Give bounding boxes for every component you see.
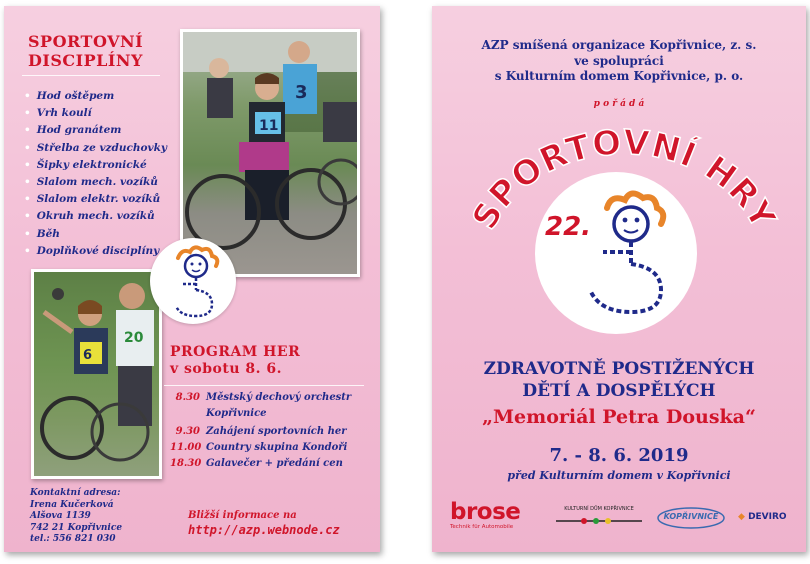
disciplines-title-line1: SPORTOVNÍ xyxy=(28,32,144,51)
contact-city: 742 21 Kopřivnice xyxy=(30,522,123,533)
brose-wordmark: brose xyxy=(450,499,521,525)
arched-title-path: SPORTOVNÍ HRY xyxy=(464,122,784,237)
info-label: Bližší informace na xyxy=(188,510,297,521)
contact-label: Kontaktní adresa: xyxy=(30,488,121,498)
brose-tagline: Technik für Automobile xyxy=(450,524,514,530)
organizer-line2: ve spolupráci xyxy=(574,53,664,68)
edition-number: 22. xyxy=(545,212,592,242)
arched-title-text xyxy=(465,123,784,237)
list-item: • Doplňkové disciplíny xyxy=(24,243,167,260)
event-venue: před Kulturním domem v Kopřivnici xyxy=(507,469,731,482)
list-item: • Hod granátem xyxy=(24,122,167,139)
list-item: • Hod oštěpem xyxy=(24,88,167,105)
schedule-row xyxy=(170,424,380,440)
schedule-event: Galavečer + předání cen xyxy=(206,458,343,469)
svg-text:20: 20 xyxy=(124,330,144,346)
info-url[interactable]: http://azp.webnode.cz xyxy=(188,523,340,537)
list-item: • Vrh koulí xyxy=(24,105,167,122)
schedule-event: Městský dechový orchestr Kopřivnice xyxy=(206,392,352,419)
left-flyer-panel xyxy=(4,6,380,552)
list-item: • Střelba ze vzduchovky xyxy=(24,140,167,157)
schedule-row xyxy=(170,440,380,456)
list-item: • Běh xyxy=(24,226,167,243)
contact-street: Alšova 1139 xyxy=(30,511,91,521)
program-date: v sobotu 8. 6. xyxy=(170,361,282,377)
event-dates: 7. - 8. 6. 2019 xyxy=(549,445,689,466)
mascot-icon xyxy=(150,238,236,324)
program-title-block xyxy=(170,344,300,378)
koprivnice-wordmark: KOPŘIVNICE xyxy=(663,512,719,521)
disciplines-list xyxy=(24,88,167,260)
schedule-time: 11.00 xyxy=(170,442,202,453)
disciplines-title xyxy=(28,32,143,70)
subtitle-line1: ZDRAVOTNĚ POSTIŽENÝCH xyxy=(483,359,755,379)
sponsor-kd-logo xyxy=(550,506,648,531)
info-block xyxy=(188,509,340,538)
schedule-event: Zahájení sportovních her xyxy=(206,426,347,437)
list-item: • Okruh mech. vozíků xyxy=(24,208,167,225)
mascot-badge xyxy=(150,238,236,324)
schedule-row xyxy=(170,390,380,422)
svg-text:3: 3 xyxy=(295,82,308,103)
schedule-event: Country skupina Kondoři xyxy=(206,442,348,453)
schedule-time: 18.30 xyxy=(170,458,202,469)
schedule-row xyxy=(170,456,380,472)
schedule-time: 8.30 xyxy=(175,392,200,403)
shot-put-photo xyxy=(31,269,162,479)
arched-title xyxy=(432,116,806,316)
schedule-time: 9.30 xyxy=(175,426,200,437)
right-flyer-panel xyxy=(432,6,806,552)
organizer-block xyxy=(432,38,806,85)
sponsor-koprivnice-logo xyxy=(656,506,726,530)
disciplines-title-line2: DISCIPLÍNY xyxy=(28,51,143,70)
presents-label: p o ř á d á xyxy=(593,99,645,109)
program-title: PROGRAM HER xyxy=(170,344,301,360)
kd-stripe-icon xyxy=(554,515,644,527)
list-item: • Slalom mech. vozíků xyxy=(24,174,167,191)
memorial-title: „Memoriál Petra Douska“ xyxy=(482,406,756,428)
subtitle-block xyxy=(432,358,806,402)
svg-text:11: 11 xyxy=(259,118,279,134)
title-divider xyxy=(22,75,160,76)
deviro-wordmark: DEVIRO xyxy=(748,512,787,522)
contact-name: Irena Kučerková xyxy=(30,499,114,510)
kd-label: KULTURNÍ DŮM KOPŘIVNICE xyxy=(564,506,634,512)
organizer-line3: s Kulturním domem Kopřivnice, p. o. xyxy=(494,69,744,83)
sponsor-brose-logo xyxy=(450,500,546,530)
schedule xyxy=(170,390,380,480)
deviro-mark-icon: ◆ xyxy=(738,512,745,522)
contact-phone: tel.: 556 821 030 xyxy=(30,534,116,544)
svg-text:6: 6 xyxy=(83,348,93,363)
subtitle-line2: DĚTÍ A DOSPĚLÝCH xyxy=(522,381,716,401)
list-item: • Slalom elektr. vozíků xyxy=(24,191,167,208)
program-divider xyxy=(164,385,364,386)
contact-address xyxy=(30,488,122,546)
sponsor-deviro-logo xyxy=(738,512,787,522)
list-item: • Šipky elektronické xyxy=(24,157,167,174)
photo-illustration-2 xyxy=(34,272,159,476)
organizer-line1: AZP smíšená organizace Kopřivnice, z. s. xyxy=(481,38,757,52)
